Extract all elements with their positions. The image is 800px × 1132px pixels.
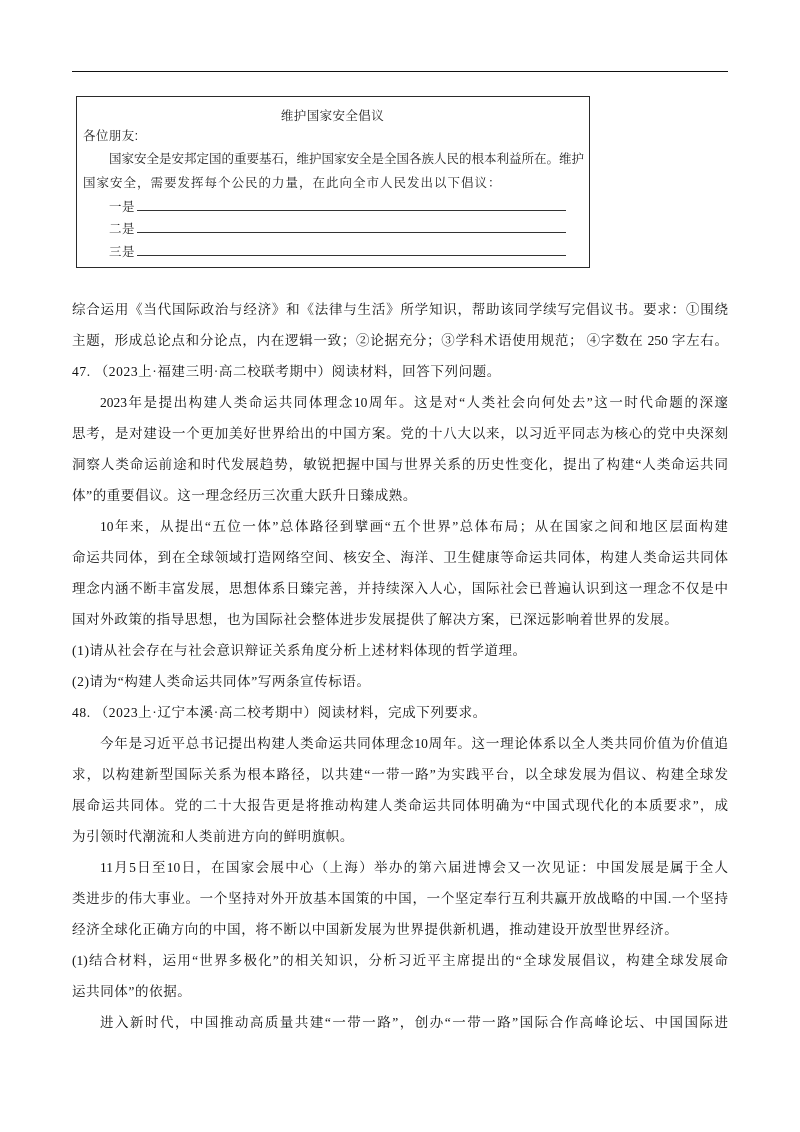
proposal-salutation: 各位朋友: [83, 129, 139, 143]
proposal-item [109, 220, 566, 238]
proposal-item-label: 二是 [109, 222, 136, 236]
q46-requirement-line: 综合运用《当代国际政治与经济》和《法律与生活》所学知识，帮助该同学续写完倡议书。要求：①围绕 [72, 302, 728, 317]
question-source: （2023上·福建三明·高二校联考期中）阅读材料，回答下列问题。 [94, 364, 501, 379]
question-number: 48. [72, 705, 91, 720]
material-line: 今年是习近平总书记提出构建人类命运共同体理念10周年。这一理论体系以全人类共同价值为价值追 [100, 736, 728, 751]
material-line: 11月5日至10日，在国家会展中心（上海）举办的第六届进博会又一次见证：中国发展是属于全人 [100, 860, 728, 875]
material-line: 思考，是对建设一个更加美好世界给出的中国方案。党的十八大以来，以习近平同志为核心的党中央深刻 [72, 426, 728, 441]
proposal-item-label: 三是 [109, 245, 136, 259]
question-source: （2023上·辽宁本溪·高二校考期中）阅读材料，完成下列要求。 [94, 705, 487, 720]
material-line: 命运共同体，到在全球领域打造网络空间、核安全、海洋、卫生健康等命运共同体，构建人类命运共同体 [72, 550, 728, 565]
material-line: 展命运共同体。党的二十大报告更是将推动构建人类命运共同体明确为“中国式现代化的本质要求”，成 [72, 798, 728, 813]
fill-in-blank-line [137, 220, 566, 233]
fill-in-blank-line [137, 198, 566, 211]
q46-requirement-line: 主题，形成总论点和分论点，内在逻辑一致；②论据充分；③学科术语使用规范； ④字数在 250 字左右。 [72, 333, 728, 348]
sub-question: (1)请从社会存在与社会意识辩证关系角度分析上述材料体现的哲学道理。 [72, 643, 527, 658]
material-line: 洞察人类命运前途和时代发展趋势，敏锐把握中国与世界关系的历史性变化，提出了构建“人类命运共同 [72, 457, 728, 472]
material-line: 进入新时代，中国推动高质量共建“一带一路”，创办“一带一路”国际合作高峰论坛、中国国际进 [100, 1015, 728, 1030]
proposal-title: 维护国家安全倡议 [280, 109, 385, 123]
material-line: 2023年是提出构建人类命运共同体理念10周年。这是对“人类社会向何处去”这一时代命题的深邃 [100, 395, 728, 410]
sub-question: (2)请为“构建人类命运共同体”写两条宣传标语。 [72, 674, 371, 689]
fill-in-blank-line [137, 243, 566, 256]
proposal-item [109, 243, 566, 261]
material-line: 为引领时代潮流和人类前进方向的鲜明旗帜。 [72, 829, 354, 844]
header-rule [72, 71, 728, 72]
material-line: 国对外政策的指导思想，也为国际社会整体进步发展提供了解决方案，已深远影响着世界的发展。 [72, 612, 679, 627]
proposal-box [76, 96, 590, 268]
question-number: 47. [72, 364, 91, 379]
material-line: 求，以构建新型国际关系为根本路径，以共建“一带一路”为实践平台，以全球发展为倡议、构建全球发 [72, 767, 728, 782]
page-body [72, 294, 728, 1038]
proposal-item-label: 一是 [109, 200, 136, 214]
material-line: 经济全球化正确方向的中国，将不断以中国新发展为世界提供新机遇，推动建设开放型世界经济。 [72, 922, 679, 937]
material-line: 理念内涵不断丰富发展，思想体系日臻完善，并持续深入人心，国际社会已普遍认识到这一理念不仅是中 [72, 581, 728, 596]
q47-header [72, 356, 728, 387]
proposal-body-line: 国家安全，需要发挥每个公民的力量，在此向全市人民发出以下倡议： [83, 176, 502, 190]
material-line: 10年来，从提出“五位一体”总体路径到擘画“五个世界”总体布局；从在国家之间和地区层面构建 [100, 519, 728, 534]
proposal-body-line: 国家安全是安邦定国的重要基石，维护国家安全是全国各族人民的根本利益所在。维护 [109, 152, 584, 166]
sub-question: 运共同体”的依据。 [72, 984, 192, 999]
proposal-item [109, 198, 566, 216]
material-line: 体”的重要倡议。这一理念经历三次重大跃升日臻成熟。 [72, 488, 417, 503]
material-line: 类进步的伟大事业。一个坚持对外开放基本国策的中国，一个坚定奉行互利共赢开放战略的中国.一个坚持 [72, 891, 728, 906]
q48-header [72, 697, 728, 728]
sub-question: (1)结合材料，运用“世界多极化”的相关知识，分析习近平主席提出的“全球发展倡议，构建全球发展命 [72, 953, 728, 968]
